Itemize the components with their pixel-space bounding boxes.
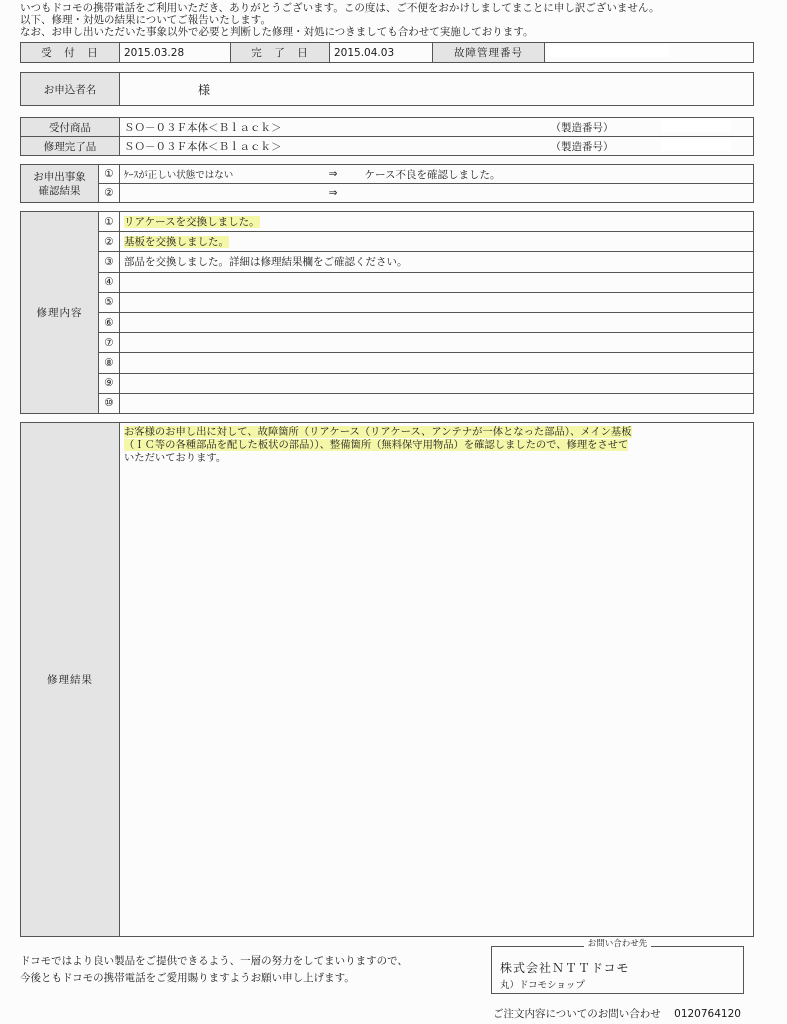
complaint-row-number: ① <box>99 165 120 184</box>
repair-row-text <box>120 272 754 292</box>
repair-row-text <box>120 353 754 373</box>
repair-row-text <box>120 373 754 393</box>
company-name: 株式会社ＮＴＴドコモ <box>500 961 630 975</box>
received-serial-value <box>657 118 754 137</box>
result-line <box>124 452 749 465</box>
intro-line-3: なお、お申し出いただいた事象以外で必要と判断した修理・対処につきましても合わせて実施しております。 <box>20 26 534 38</box>
repair-row-text <box>120 312 754 332</box>
fault-number-label: 故障管理番号 <box>433 43 545 63</box>
result-line-text: （ＩＣ等の各種部品を配した板状の部品））、整備箇所（無料保守用物品）を確認しましたので、修理をさせて <box>124 439 629 451</box>
complaint-result: ケース不良を確認しました。 <box>361 165 754 184</box>
repair-table <box>20 211 754 414</box>
applicant-name <box>120 73 754 106</box>
contact-title: お問い合わせ先 <box>584 939 652 949</box>
result-line <box>124 426 749 439</box>
repair-row-number: ① <box>99 212 120 232</box>
completed-serial-value <box>657 137 754 156</box>
repair-row-number: ② <box>99 232 120 252</box>
arrow-icon: ⇒ <box>306 165 361 184</box>
repair-label: 修理内容 <box>21 212 99 414</box>
repair-row-number: ⑨ <box>99 373 120 393</box>
repair-row-number: ⑩ <box>99 393 120 413</box>
repair-row-text <box>120 393 754 413</box>
repair-row-number: ⑥ <box>99 312 120 332</box>
completed-date-value: 2015.04.03 <box>330 43 433 63</box>
repair-row-number: ③ <box>99 252 120 272</box>
received-serial-label: （製造番号） <box>547 118 657 137</box>
completed-serial-label: （製造番号） <box>547 137 657 156</box>
inquiry-line <box>493 1006 741 1021</box>
contact-title-wrap <box>492 939 743 950</box>
received-date-label: 受 付 日 <box>21 43 120 63</box>
complaint-issue <box>120 184 306 203</box>
repair-row-text <box>120 232 754 252</box>
result-label: 修理結果 <box>21 423 120 937</box>
repair-row-text: 部品を交換しました。詳細は修理結果欄をご確認ください。 <box>120 252 754 272</box>
repair-row-text-highlight: リアケースを交換しました。 <box>124 216 260 229</box>
repair-row-number: ⑦ <box>99 333 120 353</box>
completed-product-label: 修理完了品 <box>21 137 120 156</box>
received-product-value: ＳＯ－０３Ｆ本体＜Ｂｌａｃｋ＞ <box>120 118 547 137</box>
applicant-table <box>20 72 754 106</box>
complaint-label <box>21 165 99 203</box>
result-line-text: お客様のお申し出に対して、故障箇所（リアケース（リアケース、アンテナが一体となった部品）、メイン基板 <box>124 426 632 438</box>
complaint-table <box>20 164 754 203</box>
date-header-table <box>20 42 754 63</box>
complaint-result <box>361 184 754 203</box>
repair-row-number: ⑤ <box>99 292 120 312</box>
applicant-label: お申込者名 <box>21 73 120 106</box>
intro-line-2: 以下、修理・対処の結果についてご報告いたします。 <box>20 14 271 26</box>
footer-line: 今後ともドコモの携帯電話をご愛用賜りますようお願い申し上げます。 <box>20 972 355 984</box>
honorific-text: 様 <box>198 82 211 97</box>
result-table <box>20 422 754 937</box>
repair-row-text <box>120 292 754 312</box>
complaint-label-line-1: お申出事象 <box>33 170 86 183</box>
repair-row-number: ⑧ <box>99 353 120 373</box>
inquiry-phone: 0120764120 <box>674 1008 741 1020</box>
complaint-row-number: ② <box>99 184 120 203</box>
shop-name: 丸）ドコモショップ <box>500 980 585 991</box>
footer-message <box>20 953 408 987</box>
complaint-label-line-2: 確認結果 <box>38 184 81 197</box>
result-line <box>124 439 749 452</box>
received-date-value: 2015.03.28 <box>120 43 231 63</box>
inquiry-label: ご注文内容についてのお問い合わせ <box>493 1008 661 1020</box>
product-table <box>20 117 754 156</box>
result-content <box>120 423 754 937</box>
arrow-icon: ⇒ <box>306 184 361 203</box>
fault-number-value <box>545 43 754 63</box>
intro-line-1: いつもドコモの携帯電話をご利用いただき、ありがとうございます。この度は、ご不便をおかけしましてまことに申し訳ございません。 <box>20 2 660 14</box>
received-product-label: 受付商品 <box>21 118 120 137</box>
repair-row-text <box>120 212 754 232</box>
repair-row-number: ④ <box>99 272 120 292</box>
footer-line: ドコモではより良い製品をご提供できるよう、一層の努力をしてまいりますので、 <box>20 955 408 967</box>
result-line-text: いただいております。 <box>124 452 227 464</box>
repair-row-text-highlight: 基板を交換しました。 <box>124 236 229 249</box>
repair-row-text <box>120 333 754 353</box>
completed-date-label: 完 了 日 <box>231 43 330 63</box>
completed-product-value: ＳＯ－０３Ｆ本体＜Ｂｌａｃｋ＞ <box>120 137 547 156</box>
contact-box <box>491 939 744 994</box>
complaint-issue: ｹｰｽが正しい状態ではない <box>120 165 306 184</box>
